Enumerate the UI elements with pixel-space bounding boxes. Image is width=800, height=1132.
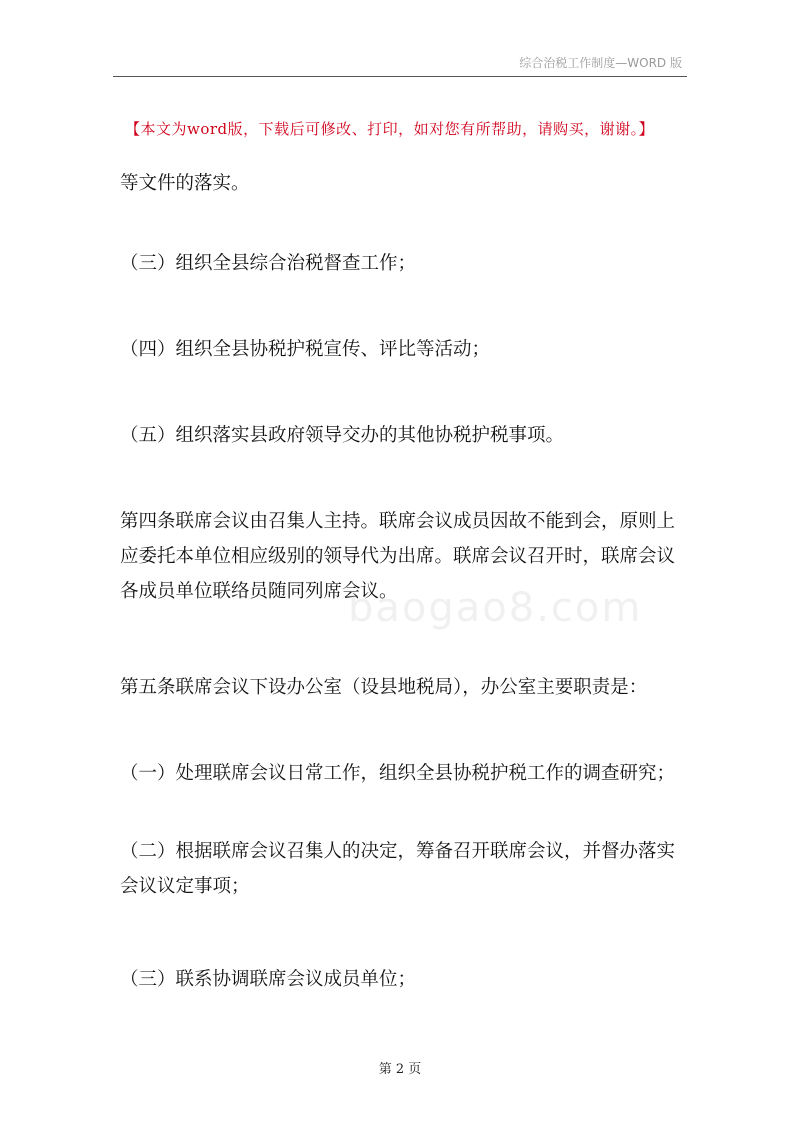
paragraph-line: （二）根据联席会议召集人的决定，筹备召开联席会议，并督办落实 (120, 841, 676, 862)
paragraph-3 (120, 332, 686, 367)
watermark: baogao8.com (348, 585, 643, 631)
paragraph-8 (120, 834, 686, 904)
paragraph-1 (120, 166, 686, 201)
paragraph-9 (120, 962, 686, 997)
paragraph-line: 应委托本单位相应级别的领导代为出席。联席会议召开时，联席会议 (120, 546, 676, 567)
paragraph-line: 第五条联席会议下设办公室（设县地税局），办公室主要职责是： (120, 677, 648, 698)
paragraph-line: （四）组织全县协税护税宣传、评比等活动； (120, 339, 491, 360)
paragraph-line: （五）组织落实县政府领导交办的其他协税护税事项。 (120, 425, 565, 446)
paragraph-line: （三）联系协调联席会议成员单位； (120, 969, 417, 990)
paragraph-line: 各成员单位联络员随同列席会议。 (120, 581, 398, 602)
page-header-title: 综合治税工作制度—WORD 版 (519, 56, 682, 70)
paragraph-line: 等文件的落实。 (120, 173, 250, 194)
paragraph-7 (120, 756, 686, 791)
paragraph-line: （三）组织全县综合治税督查工作； (120, 253, 417, 274)
paragraph-2 (120, 246, 686, 281)
paragraph-4 (120, 418, 686, 453)
download-notice: 【本文为word版，下载后可修改、打印，如对您有所帮助，请购买，谢谢。】 (125, 120, 655, 138)
paragraph-line: 第四条联席会议由召集人主持。联席会议成员因故不能到会，原则上 (120, 511, 676, 532)
paragraph-line: （一）处理联席会议日常工作，组织全县协税护税工作的调查研究； (120, 763, 676, 784)
paragraph-6 (120, 670, 686, 705)
paragraph-5 (120, 504, 686, 609)
page-number: 第 2 页 (378, 1062, 422, 1077)
header-divider (113, 76, 687, 77)
paragraph-line: 会议议定事项； (120, 876, 250, 897)
